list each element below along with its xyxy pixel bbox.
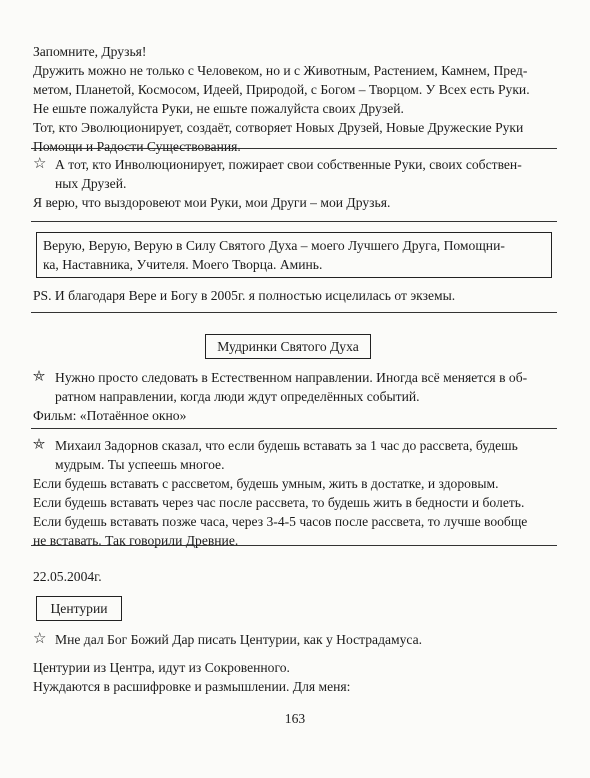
- section-heading-wisdom: Мудринки Святого Духа: [205, 334, 371, 359]
- paragraph-intro: Запомните, Друзья! Дружить можно не только с Человеком, но и с Животным, Растением, Камнем, Пред- метом, Планетой, Космосом, Идеей, Природой, с Богом – Творцом. У Всех есть Руки. Не ешьте пожалуйста Руки, не ешьте пожалуйста своих Друзей. Тот, кто Эволюционирует, создаёт, сотворяет Новых Друзей, Новые Дружеские Руки Помощи и Радости Существования.: [33, 44, 530, 154]
- paragraph-involution: А тот, кто Инволюционирует, пожирает свои собственные Руки, своих собствен- ных Друзей.: [55, 157, 522, 191]
- pentagram-icon: ⛤: [33, 369, 46, 385]
- divider: [31, 428, 557, 429]
- paragraph-gift: Мне дал Бог Божий Дар писать Центурии, как у Нострадамуса.: [55, 632, 423, 647]
- paragraph-zadornov: Михаил Задорнов сказал, что если будешь вставать за 1 час до рассвета, будешь мудрым. Ты успеешь многое.: [55, 438, 518, 472]
- divider: [31, 221, 557, 222]
- star-icon: ☆: [33, 156, 47, 172]
- paragraph-natural-direction: Нужно просто следовать в Естественном направлении. Иногда всё меняется в об- ратном направлении, когда люди ждут определённых событий.: [55, 370, 528, 404]
- divider: [31, 148, 557, 149]
- paragraph-wakeup: Если будешь вставать с рассветом, будешь умным, жить в достатке, и здоровым. Если будешь вставать через час после рассвета, то будешь жить в бедности и болеть. Если будешь вставать позже часа, через 3-4-5 часов после рассвета, то лучше вообще не вставать. Так говорили Древние.: [33, 476, 528, 548]
- divider: [31, 312, 557, 313]
- prayer-box: Верую, Верую, Верую в Силу Святого Духа – моего Лучшего Друга, Помощни- ка, Наставника, Учителя. Моего Творца. Аминь.: [36, 232, 552, 278]
- paragraph-ps: PS. И благодаря Вере и Богу в 2005г. я полностью исцелилась от экземы.: [33, 288, 456, 303]
- date-line: 22.05.2004г.: [33, 569, 102, 584]
- paragraph-centuries: Центурии из Центра, идут из Сокровенного. Нуждаются в расшифровке и размышлении. Для меня:: [33, 660, 351, 694]
- star-icon: ☆: [33, 631, 47, 647]
- section-heading-centuries: Центурии: [36, 596, 122, 621]
- divider: [31, 545, 557, 546]
- page-number: 163: [284, 711, 306, 726]
- paragraph-film: Фильм: «Потаённое окно»: [33, 408, 187, 423]
- pentagram-icon: ⛤: [33, 437, 46, 453]
- paragraph-belief: Я верю, что выздоровеют мои Руки, мои Други – мои Друзья.: [33, 195, 391, 210]
